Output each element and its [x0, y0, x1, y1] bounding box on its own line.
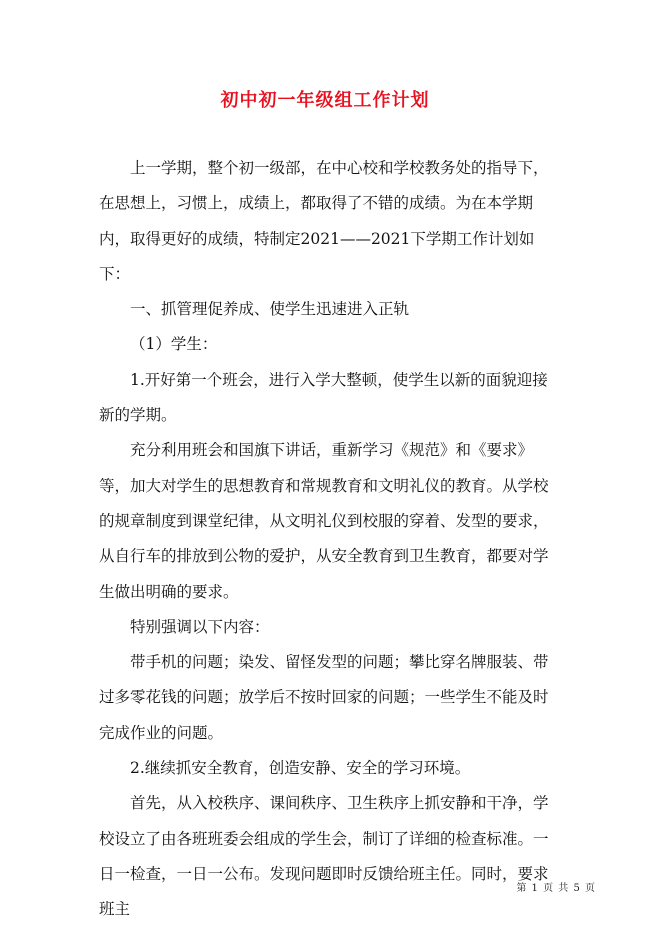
- paragraph-item-2: 2.继续抓安全教育，创造安静、安全的学习环境。: [130, 759, 471, 778]
- paragraph-problems: 带手机的问题；染发、留怪发型的问题；攀比穿名牌服装、带过多零花钱的问题；放学后不按时回家的问题；一些学生不能及时完成作业的问题。: [99, 653, 549, 742]
- subsection-heading-students: （1）学生：: [130, 335, 218, 354]
- page-number-footer: 第 1 页 共 5 页: [516, 883, 596, 894]
- paragraph-first: 首先，从入校秩序、课间秩序、卫生秩序上抓安静和干净，学校设立了由各班班委会组成的学生会，制订了详细的检查标准。一日一检查，一日一公布。发现问题即时反馈给班主任。同时，要求班主: [99, 794, 549, 919]
- paragraph-education: 充分利用班会和国旗下讲话，重新学习《规范》和《要求》等，加大对学生的思想教育和常规教育和文明礼仪的教育。从学校的规章制度到课堂纪律，从文明礼仪到校服的穿着、发型的要求，从自行车的排放到公物的爱护，从安全教育到卫生教育，都要对学生做出明确的要求。: [99, 441, 549, 601]
- paragraph-intro: 上一学期，整个初一级部，在中心校和学校教务处的指导下，在思想上，习惯上，成绩上，都取得了不错的成绩。为在本学期内，取得更好的成绩，特制定2021——2021下学期工作计划如下：: [99, 159, 549, 283]
- section-heading-1: 一、抓管理促养成、使学生迅速进入正轨: [130, 300, 410, 319]
- document-title: 初中初一年级组工作计划: [220, 90, 430, 111]
- document-body: [99, 151, 559, 928]
- paragraph-emphasis-heading: 特别强调以下内容：: [130, 617, 270, 636]
- paragraph-item-1: 1.开好第一个班会，进行入学大整顿，使学生以新的面貌迎接新的学期。: [99, 370, 548, 425]
